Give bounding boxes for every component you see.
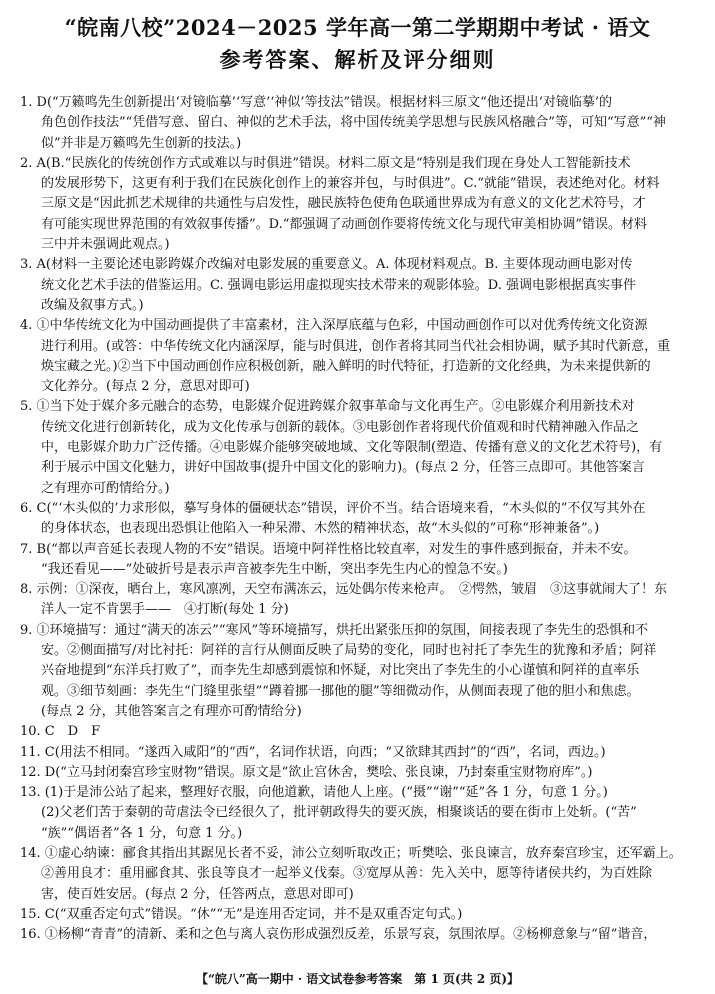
answer-line: “族”“偶语者”各 1 分，句意 1 分。) [41, 825, 243, 841]
answer-line: 害，使百姓安居。(每点 2 分，任答两点，意思对即可) [41, 886, 354, 902]
answer-line: 统文化艺术手法的借鉴运用。C. 强调电影运用虚拟现实技术带来的观影体验。D. 强调电影根据真实事件 [41, 277, 636, 293]
answer-line: 4. ①中华传统文化为中国动画提供了丰富素材，注入深厚底蕴与色彩，中国动画创作可以对优秀传统文化资源 [20, 318, 648, 334]
answer-line: 利于展示中国文化魅力，讲好中国故事(提升中国文化的影响力)。(每点 2 分，任答三点即可。其他答案言 [41, 460, 645, 476]
answer-line: 10. C D F [20, 724, 101, 740]
answer-line: 洋人一定不肯罢手—— ④打断(每处 1 分) [41, 602, 289, 618]
answer-line: 有可能实现世界范围的有效叙事传播”。D.“都强调了动画创作要将传统文化与现代审美相协调”错误。材料 [41, 216, 648, 232]
answer-item [20, 844, 700, 905]
answer-line: 7. B(“都以声音延长表现人物的不安”错误。语境中阿祥性格比较直率，对发生的事件感到振奋，并未不安。 [20, 541, 637, 557]
answer-line: 焕宝藏之光。)②当下中国动画创作应积极创新，融入鲜明的时代特征，打造新的文化经典，为未来提供新的 [41, 358, 651, 374]
document-title: “皖南八校”2024－2025 学年高一第二学期期中考试 · 语文 [64, 15, 651, 40]
answer-line: 三中并未强调此观点。) [41, 237, 170, 253]
answer-line: 13. (1)于是沛公站了起来，整理好衣服，向他道歉，请他人上座。(“摄”“谢”“延”各 1 分，句意 1 分。) [20, 785, 608, 801]
answer-line: 观。③细节刻画：李先生“门缝里张望”“蹲着挪一挪他的腿”等细微动作，从侧面表现了他的胆小和焦虑。 [41, 683, 640, 699]
answer-line: ②善用良才：重用郦食其、张良等良才一起举义伐秦。③宽厚从善：先入关中，愿等待诸侯共约，为百姓除 [41, 866, 653, 882]
answer-item [20, 722, 700, 742]
answer-item [20, 93, 700, 154]
answer-item [20, 499, 700, 540]
answer-line: 9. ①环境描写：通过“满天的冻云”“寒风”等环境描写，烘托出紧张压抑的氛围，间接表现了李先生的恐惧和不 [20, 622, 649, 638]
answer-line: (2)父老们苦于秦朝的苛虐法令已经很久了，批评朝政得失的要灭族，相聚谈话的要在街市上处斩。(“苦” [41, 805, 637, 821]
answer-item [20, 743, 700, 763]
answer-line: 之有理亦可酌情给分。) [41, 480, 170, 496]
answer-item [20, 540, 700, 581]
answer-line: 3. A(材料一主要论述电影跨媒介改编对电影发展的重要意义。A. 体现材料观点。B. 主要体现动画电影对传 [20, 257, 633, 273]
document-subtitle: 参考答案、解析及评分细则 [219, 47, 496, 72]
answer-line: 的发展形势下，这更有利于我们在民族化创作上的兼容并包，与时俱进”。C.“就能”错误，表述绝对化。材料 [41, 176, 660, 192]
answer-line: 改编及叙事方式。) [41, 297, 144, 313]
answer-line: 12. D(“立马封闭秦宫珍宝财物”错误。原文是“欲止宫休舍，樊哙、张良谏，乃封秦重宝财物府库”。) [20, 764, 593, 780]
answer-line: 11. C(用法不相同。“遂西入咸阳”的“西”，名词作状语，向西；“又欲肆其西封”的“西”，名词，西边。) [20, 744, 606, 760]
answer-list [20, 93, 700, 945]
answer-item [20, 316, 700, 397]
answer-line: 的身体状态，也表现出恐惧让他陷入一种呆滞、木然的精神状态，故“木头似的”可称“形神兼备”。) [41, 521, 600, 537]
answer-item [20, 905, 700, 925]
answer-line: 传统文化进行创新转化，成为文化传承与创新的载体。③电影创作者将现代价值观和时代精神融入作品之 [41, 419, 640, 435]
answer-line: 8. 示例：①深夜，晒台上，寒风凛冽，天空布满冻云，远处偶尔传来枪声。 ②愕然，皱眉 ③这事就闹大了！东 [20, 582, 668, 598]
answer-item [20, 621, 700, 722]
answer-item [20, 783, 700, 844]
answer-line: 三原文是“因此抓艺术规律的共通性与启发性，融民族特色使角色联通世界成为有意义的文化艺术符号，才 [41, 196, 646, 212]
answer-line: 中，电影媒介助力广泛传播。④电影媒介能够突破地域、文化等限制(塑造、传播有意义的文化艺术符号)，有 [41, 440, 663, 456]
answer-line: 15. C(“双重否定句式”错误。“休”“无”是连用否定词，并不是双重否定句式。) [20, 906, 463, 922]
answer-line: 文化养分。(每点 2 分，意思对即可) [41, 379, 250, 395]
answer-item [20, 154, 700, 255]
answer-line: 似”并非是万籁鸣先生创新的技法。) [41, 135, 242, 151]
answer-line: 5. ①当下处于媒介多元融合的态势，电影媒介促进跨媒介叙事革命与文化再生产。②电影媒介利用新技术对 [20, 399, 635, 415]
answer-line: 兴奋地提到“东洋兵打败了”，而李先生却感到震惊和怀疑，对比突出了李先生的小心谨慎和阿祥的直率乐 [41, 663, 640, 679]
page-footer: 【“皖八”高一期中 · 语文试卷参考答案 第 1 页(共 2 页)】 [195, 972, 520, 986]
answer-line: 6. C(“‘木头似的’力求形似，摹写身体的僵硬状态”错误，评价不当。结合语境来看，“木头似的”不仅写其外在 [20, 500, 646, 516]
answer-line: “我还看见——”处破折号是表示声音被李先生中断，突出李先生内心的惶急不安。) [41, 561, 508, 577]
answer-line: 安。②侧面描写/对比衬托：阿祥的言行从侧面反映了局势的变化，同时也衬托了李先生的犹豫和矛盾；阿祥 [41, 643, 657, 659]
answer-line: 16. ①杨柳“青青”的清新、柔和之色与离人哀伤形成强烈反差，乐景写哀，氛围浓厚。②杨柳意象与“留”谐音， [20, 927, 657, 943]
answer-line: (每点 2 分，其他答案言之有理亦可酌情给分) [41, 703, 302, 719]
answer-item [20, 925, 700, 945]
answer-item [20, 397, 700, 498]
answer-item [20, 763, 700, 783]
answer-line: 进行利用。(或答：中华传统文化内涵深厚，能与时俱进，创作者将其同当代社会相协调，赋予其时代新意，重 [41, 338, 671, 354]
answer-line: 角色创作技法”“凭借写意、留白、神似的艺术手法，将中国传统美学思想与民族风格融合”等，可知“写意”“神 [41, 115, 666, 131]
answer-line: 14. ①虚心纳谏：郦食其指出其踞见长者不妥，沛公立刻听取改正；听樊哙、张良谏言，放弃秦宫珍宝，还军霸上。 [20, 845, 682, 861]
answer-line: 1. D(“万籁鸣先生创新提出‘对镜临摹’‘写意’‘神似’等技法”错误。根据材料三原文“他还提出‘对镜临摹’的 [20, 95, 613, 110]
answer-item [20, 255, 700, 316]
answer-item [20, 580, 700, 621]
answer-line: 2. A(B.“民族化的传统创作方式或难以与时俱进”错误。材料二原文是“特别是我们现在身处人工智能新技术 [20, 155, 631, 171]
